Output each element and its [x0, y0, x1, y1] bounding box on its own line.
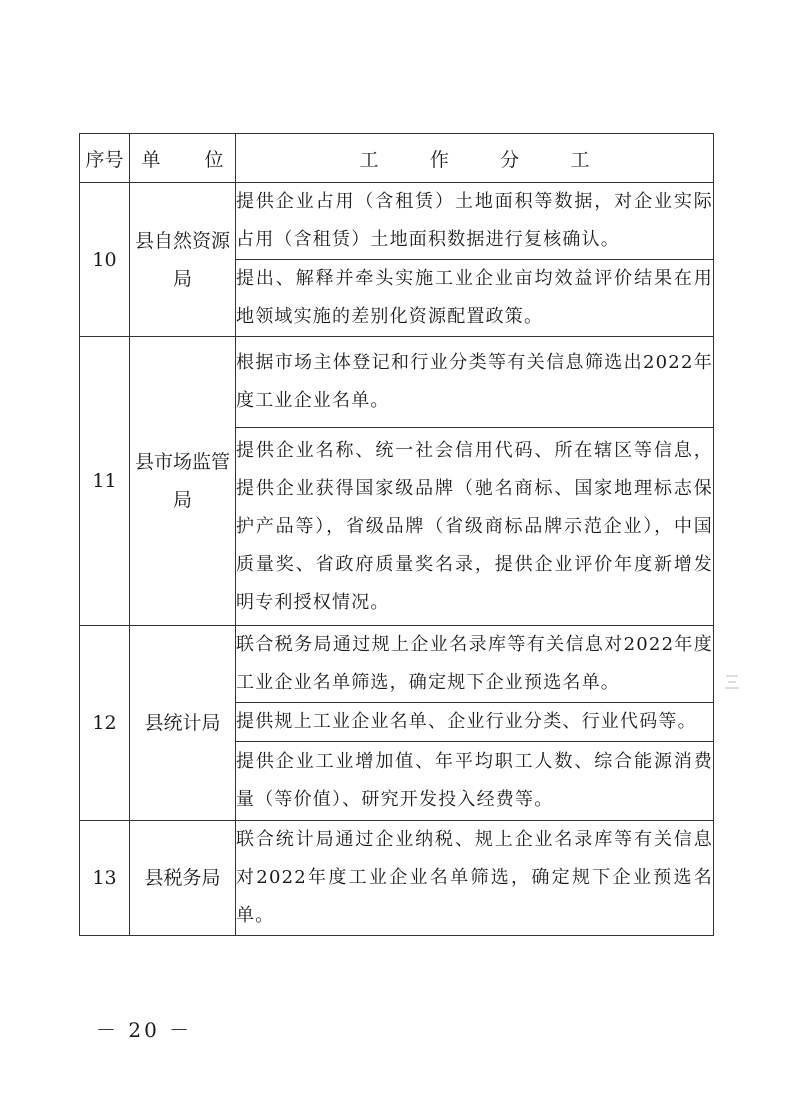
- header-work-division: [236, 134, 714, 183]
- task-cell: 根据市场主体登记和行业分类等有关信息筛选出2022年度工业企业名单。: [236, 337, 714, 428]
- serial-number-cell: 10: [80, 183, 130, 337]
- table-row: [80, 626, 714, 703]
- task-cell: 联合统计局通过企业纳税、规上企业名录库等有关信息对2022年度工业企业名单筛选，确定规下企业预选名单。: [236, 821, 714, 936]
- serial-number-cell: 12: [80, 626, 130, 821]
- header-unit: [130, 134, 236, 183]
- unit-cell: 县统计局: [130, 626, 236, 821]
- table-row: [80, 183, 714, 260]
- task-cell: 提供企业名称、统一社会信用代码、所在辖区等信息，提供企业获得国家级品牌（驰名商标、国家地理标志保护产品等），省级品牌（省级商标品牌示范企业），中国质量奖、省政府质量奖名录，提供企业评价年度新增发明专利授权情况。: [236, 428, 714, 626]
- serial-number-cell: 13: [80, 821, 130, 936]
- header-unit-text: 单 位: [141, 148, 224, 171]
- scan-artifact-mark: [722, 672, 742, 694]
- task-cell: 提供企业占用（含租赁）土地面积等数据，对企业实际占用（含租赁）土地面积数据进行复核确认。: [236, 183, 714, 260]
- work-division-table: [79, 133, 714, 936]
- header-work-text: 工 作 分 工: [359, 148, 590, 171]
- serial-number-cell: 11: [80, 337, 130, 626]
- task-cell: 提供企业工业增加值、年平均职工人数、综合能源消费量（等价值）、研究开发投入经费等。: [236, 742, 714, 821]
- table-row: [80, 821, 714, 936]
- unit-cell: 县税务局: [130, 821, 236, 936]
- unit-cell: 县市场监管局: [130, 337, 236, 626]
- task-cell: 提供规上工业企业名单、企业行业分类、行业代码等。: [236, 703, 714, 742]
- unit-cell: 县自然资源局: [130, 183, 236, 337]
- table-header-row: [80, 134, 714, 183]
- page-number: － 20 －: [96, 1018, 193, 1042]
- header-serial-number: 序号: [80, 134, 130, 183]
- task-cell: 联合税务局通过规上企业名录库等有关信息对2022年度工业企业名单筛选，确定规下企业预选名单。: [236, 626, 714, 703]
- table-row: [80, 337, 714, 428]
- task-cell: 提出、解释并牵头实施工业企业亩均效益评价结果在用地领域实施的差别化资源配置政策。: [236, 260, 714, 337]
